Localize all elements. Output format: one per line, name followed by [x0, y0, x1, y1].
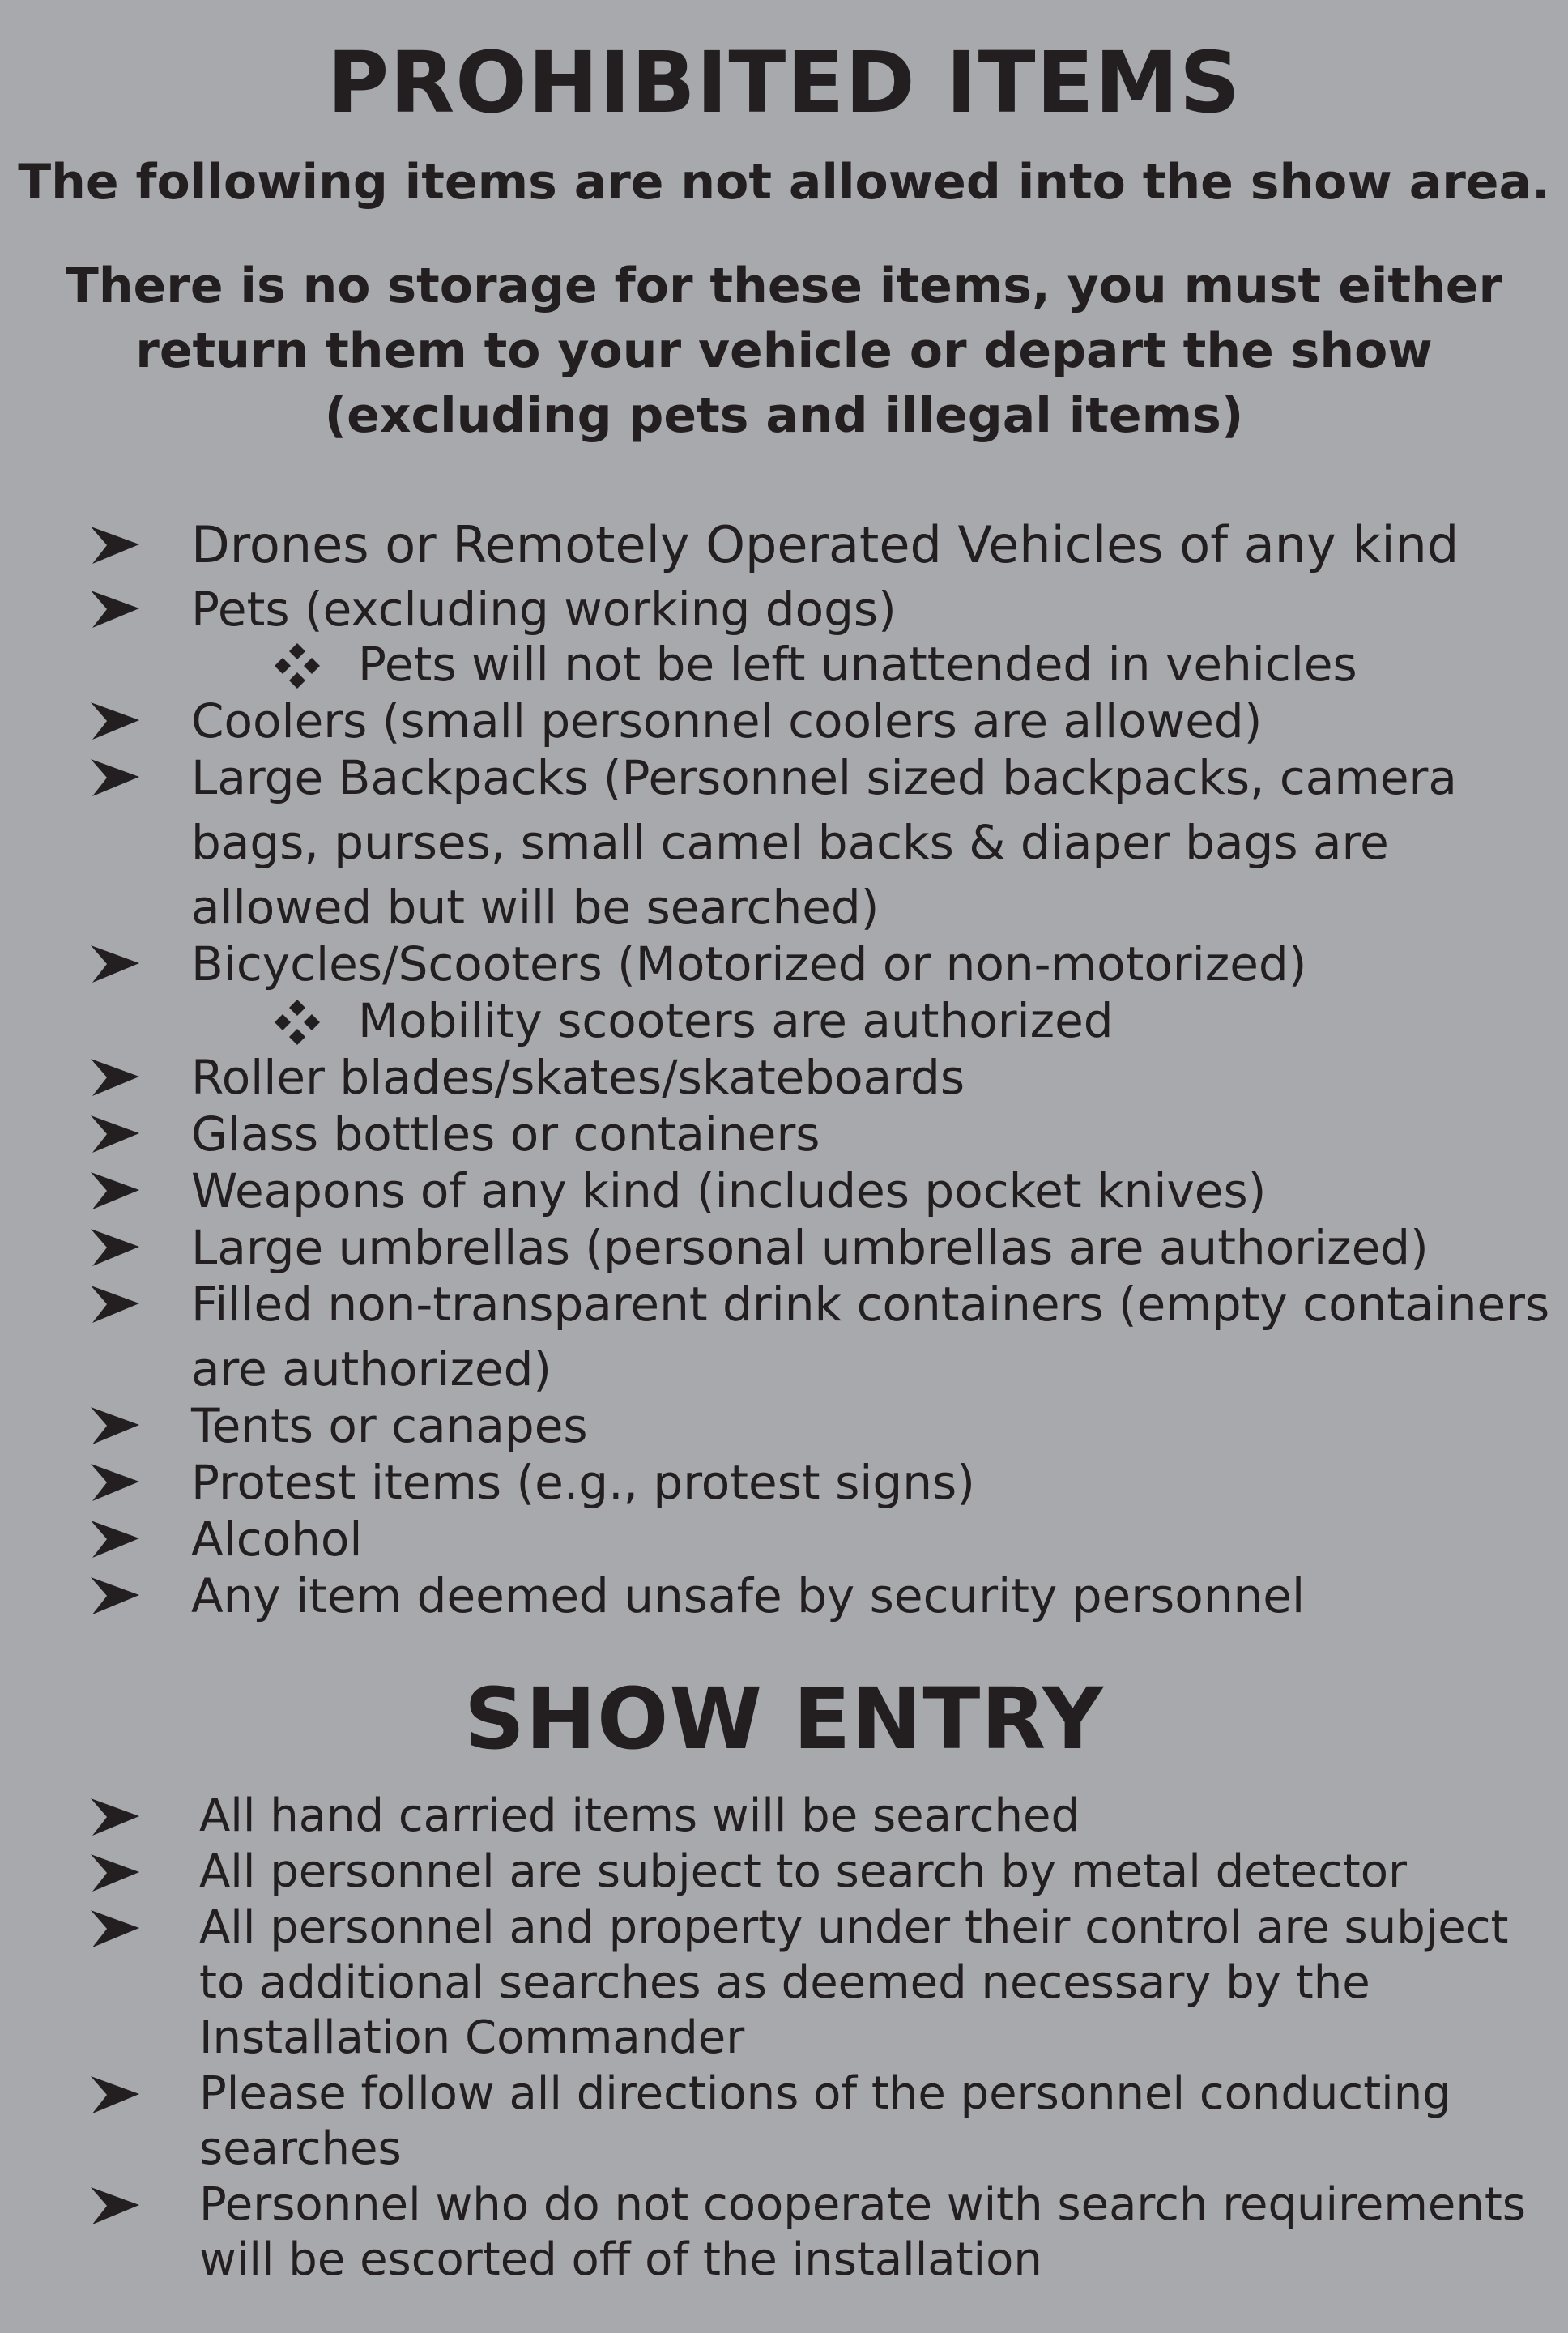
prohibited-subtitle: The following items are not allowed into the show area. — [18, 154, 1550, 211]
prohibited-item: Drones or Remotely Operated Vehicles of any kind — [191, 515, 1459, 574]
arrowhead-bullet-icon — [89, 1853, 141, 1893]
entry-item-continuation: Installation Commander — [199, 2011, 745, 2064]
arrowhead-bullet-icon — [89, 1909, 141, 1949]
entry-item-continuation: to additional searches as deemed necessary by the — [199, 1956, 1370, 2009]
arrowhead-bullet-icon — [89, 525, 141, 565]
prohibited-item: Roller blades/skates/skateboards — [191, 1050, 965, 1105]
entry-item: Personnel who do not cooperate with search requirements — [199, 2178, 1526, 2231]
prohibited-item: Weapons of any kind (includes pocket knives) — [191, 1163, 1267, 1218]
entry-item: All hand carried items will be searched — [199, 1789, 1080, 1842]
arrowhead-bullet-icon — [89, 1797, 141, 1837]
prohibited-item: Pets (excluding working dogs) — [191, 582, 897, 637]
arrowhead-bullet-icon — [89, 1171, 141, 1211]
entry-item-continuation: searches — [199, 2122, 402, 2175]
arrowhead-bullet-icon — [89, 1284, 141, 1324]
arrowhead-bullet-icon — [89, 1576, 141, 1616]
four-diamond-bullet-icon — [271, 642, 324, 690]
arrowhead-bullet-icon — [89, 944, 141, 984]
prohibited-item: Any item deemed unsafe by security personnel — [191, 1568, 1306, 1623]
prohibited-sub-item: Mobility scooters are authorized — [358, 993, 1114, 1048]
arrowhead-bullet-icon — [89, 1114, 141, 1154]
prohibited-item: Filled non-transparent drink containers (empty containers — [191, 1277, 1550, 1332]
storage-notice — [0, 254, 1568, 448]
prohibited-item: Protest items (e.g., protest signs) — [191, 1455, 975, 1510]
prohibited-item: Large Backpacks (Personnel sized backpacks, camera — [191, 750, 1457, 805]
entry-item: All personnel and property under their control are subject — [199, 1901, 1509, 1954]
storage-notice-line: (excluding pets and illegal items) — [324, 387, 1244, 444]
prohibited-sub-item: Pets will not be left unattended in vehicles — [358, 637, 1357, 692]
arrowhead-bullet-icon — [89, 1227, 141, 1268]
prohibited-item: Alcohol — [191, 1512, 363, 1567]
arrowhead-bullet-icon — [89, 757, 141, 798]
entry-item: Please follow all directions of the personnel conducting — [199, 2067, 1451, 2120]
storage-notice-line: return them to your vehicle or depart the show — [135, 322, 1433, 379]
prohibited-title: PROHIBITED ITEMS — [326, 33, 1241, 132]
arrowhead-bullet-icon — [89, 1462, 141, 1503]
arrowhead-bullet-icon — [89, 2075, 141, 2115]
storage-notice-line: There is no storage for these items, you must either — [65, 258, 1503, 314]
prohibited-item: Tents or canapes — [191, 1398, 588, 1453]
arrowhead-bullet-icon — [89, 1057, 141, 1098]
prohibited-item: Large umbrellas (personal umbrellas are authorized) — [191, 1220, 1429, 1275]
prohibited-item: Bicycles/Scooters (Motorized or non-motorized) — [191, 936, 1307, 992]
entry-item: All personnel are subject to search by metal detector — [199, 1845, 1408, 1898]
prohibited-item: Coolers (small personnel coolers are allowed) — [191, 693, 1263, 749]
arrowhead-bullet-icon — [89, 1405, 141, 1446]
arrowhead-bullet-icon — [89, 1519, 141, 1559]
prohibited-item: Glass bottles or containers — [191, 1107, 820, 1162]
arrowhead-bullet-icon — [89, 701, 141, 741]
prohibited-item-continuation: are authorized) — [191, 1341, 552, 1397]
show-entry-title: SHOW ENTRY — [464, 1670, 1104, 1768]
prohibited-item-continuation: bags, purses, small camel backs & diaper bags are — [191, 815, 1389, 870]
entry-item-continuation: will be escorted off of the installation — [199, 2233, 1042, 2286]
prohibited-item-continuation: allowed but will be searched) — [191, 880, 880, 935]
arrowhead-bullet-icon — [89, 2186, 141, 2226]
four-diamond-bullet-icon — [271, 998, 324, 1047]
arrowhead-bullet-icon — [89, 589, 141, 629]
